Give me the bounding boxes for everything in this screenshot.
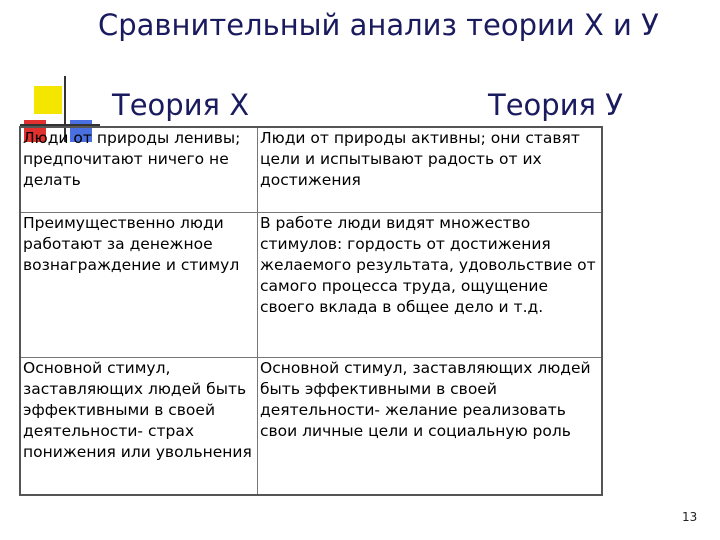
theory-x-cell: Люди от природы ленивы; предпочитают ничего не делать: [20, 127, 258, 213]
decorative-yellow-square: [34, 86, 62, 114]
table-row: [20, 127, 602, 213]
theory-y-cell: Люди от природы активны; они ставят цели и испытывают радость от их достижения: [258, 127, 603, 213]
theory-x-heading: Теория Х: [112, 88, 250, 122]
table-row: [20, 358, 602, 496]
table-row: [20, 213, 602, 358]
theory-y-heading: Теория У: [488, 88, 623, 122]
theory-x-cell: Основной стимул, заставляющих людей быть эффективными в своей деятельности- страх понижения или увольнения: [20, 358, 258, 496]
theory-y-cell: Основной стимул, заставляющих людей быть эффективными в своей деятельности- желание реализовать свои личные цели и социальную роль: [258, 358, 603, 496]
theory-y-cell: В работе люди видят множество стимулов: гордость от достижения желаемого результата, удовольствие от самого процесса труда, ощущение своего вклада в общее дело и т.д.: [258, 213, 603, 358]
theory-x-cell: Преимущественно люди работают за денежное вознаграждение и стимул: [20, 213, 258, 358]
slide-title: Сравнительный анализ теории Х и У: [98, 8, 659, 42]
comparison-table: [19, 126, 603, 496]
page-number: 13: [682, 510, 698, 524]
